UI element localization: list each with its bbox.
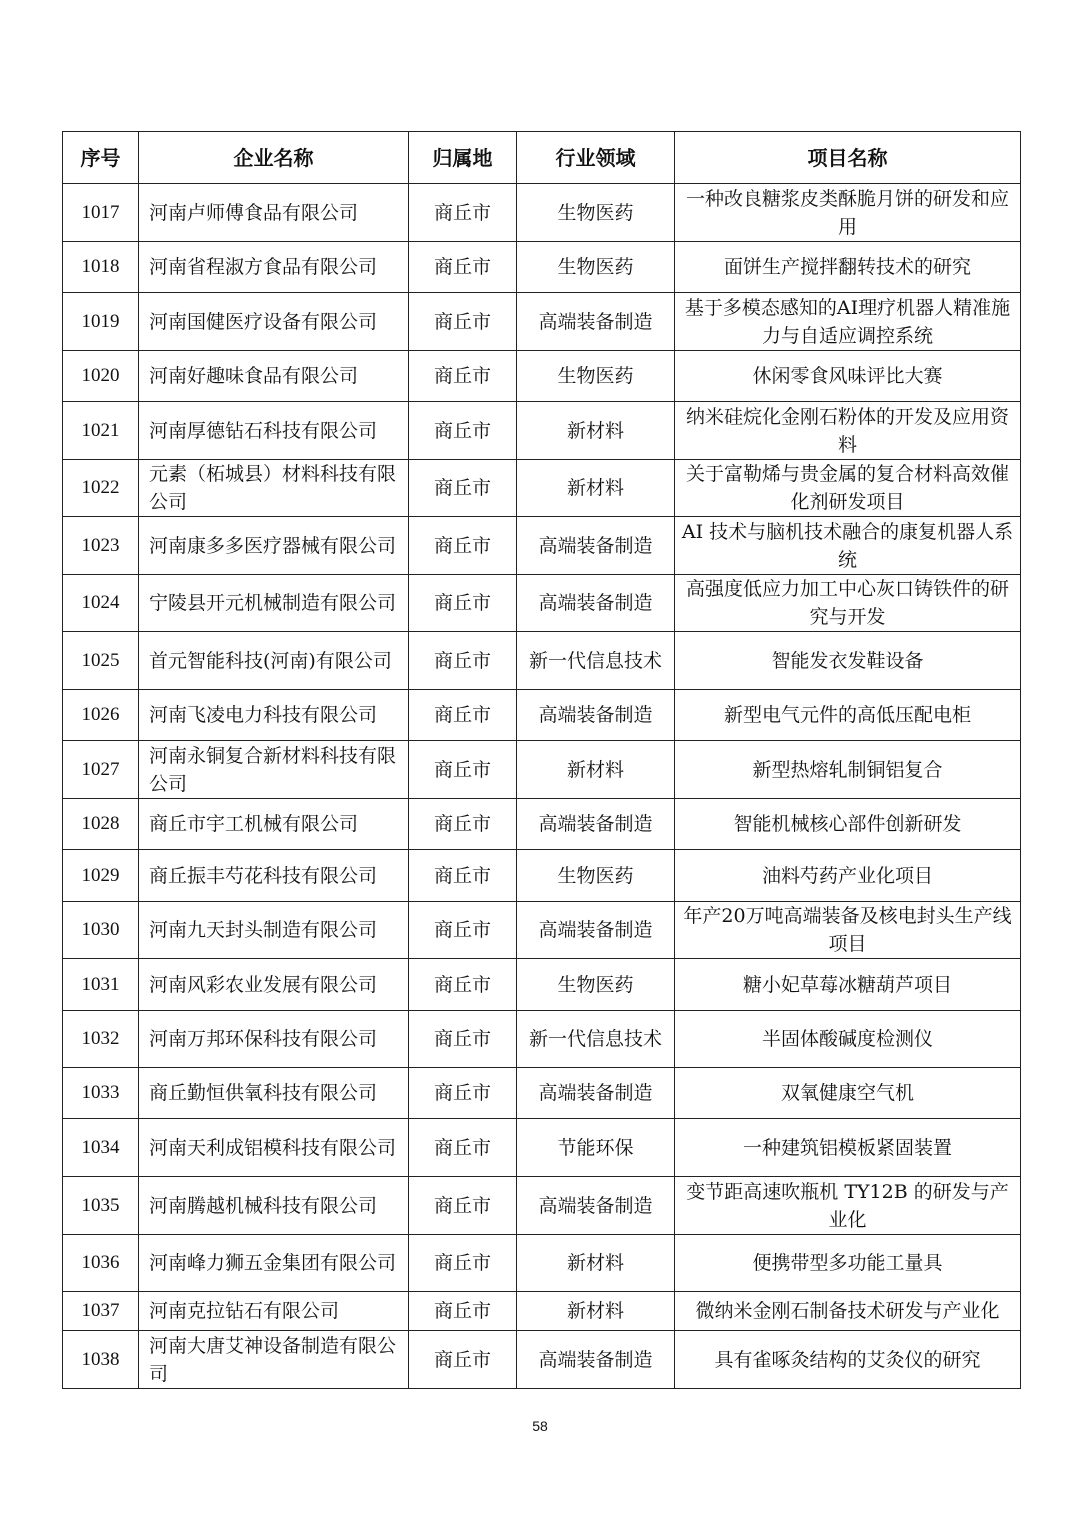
cell-index: 1029: [63, 850, 139, 902]
table-row: [63, 402, 1021, 460]
cell-company: 河南腾越机械科技有限公司: [139, 1177, 409, 1235]
table-row: [63, 184, 1021, 242]
cell-company: 元素（柘城县）材料科技有限公司: [139, 460, 409, 517]
header-industry: 行业领域: [517, 132, 675, 184]
table-row: [63, 1068, 1021, 1119]
cell-industry: 高端装备制造: [517, 517, 675, 575]
cell-location: 商丘市: [409, 517, 517, 575]
cell-company: 河南大唐艾神设备制造有限公司: [139, 1331, 409, 1389]
table-header-row: [63, 132, 1021, 184]
cell-project: 基于多模态感知的AI理疗机器人精准施力与自适应调控系统: [675, 293, 1021, 351]
table-row: [63, 1235, 1021, 1292]
cell-industry: 高端装备制造: [517, 293, 675, 351]
cell-project: 纳米硅烷化金刚石粉体的开发及应用资料: [675, 402, 1021, 460]
cell-company: 河南风彩农业发展有限公司: [139, 959, 409, 1011]
cell-location: 商丘市: [409, 1235, 517, 1292]
cell-company: 河南省程淑方食品有限公司: [139, 242, 409, 293]
cell-industry: 高端装备制造: [517, 575, 675, 632]
cell-company: 河南卢师傅食品有限公司: [139, 184, 409, 242]
cell-company: 河南万邦环保科技有限公司: [139, 1011, 409, 1068]
cell-index: 1035: [63, 1177, 139, 1235]
header-company: 企业名称: [139, 132, 409, 184]
cell-location: 商丘市: [409, 902, 517, 959]
page-number: 58: [532, 1418, 548, 1434]
cell-project: 糖小妃草莓冰糖葫芦项目: [675, 959, 1021, 1011]
table-row: [63, 632, 1021, 690]
cell-industry: 高端装备制造: [517, 690, 675, 741]
table-row: [63, 1177, 1021, 1235]
table-row: [63, 351, 1021, 402]
cell-industry: 高端装备制造: [517, 1177, 675, 1235]
cell-index: 1025: [63, 632, 139, 690]
cell-project: 高强度低应力加工中心灰口铸铁件的研究与开发: [675, 575, 1021, 632]
cell-index: 1019: [63, 293, 139, 351]
cell-project: 变节距高速吹瓶机 TY12B 的研发与产业化: [675, 1177, 1021, 1235]
table-row: [63, 959, 1021, 1011]
cell-location: 商丘市: [409, 1011, 517, 1068]
cell-location: 商丘市: [409, 690, 517, 741]
cell-project: 新型热熔轧制铜铝复合: [675, 741, 1021, 799]
cell-industry: 生物医药: [517, 959, 675, 1011]
cell-location: 商丘市: [409, 1068, 517, 1119]
cell-location: 商丘市: [409, 460, 517, 517]
cell-index: 1031: [63, 959, 139, 1011]
cell-industry: 生物医药: [517, 184, 675, 242]
cell-project: 智能发衣发鞋设备: [675, 632, 1021, 690]
cell-index: 1028: [63, 799, 139, 850]
cell-industry: 新材料: [517, 741, 675, 799]
cell-index: 1020: [63, 351, 139, 402]
cell-location: 商丘市: [409, 1119, 517, 1177]
table-row: [63, 799, 1021, 850]
cell-project: 休闲零食风味评比大赛: [675, 351, 1021, 402]
table-row: [63, 575, 1021, 632]
cell-location: 商丘市: [409, 959, 517, 1011]
header-index: 序号: [63, 132, 139, 184]
cell-index: 1027: [63, 741, 139, 799]
table-row: [63, 517, 1021, 575]
cell-project: 新型电气元件的高低压配电柜: [675, 690, 1021, 741]
table-row: [63, 242, 1021, 293]
cell-location: 商丘市: [409, 351, 517, 402]
cell-index: 1032: [63, 1011, 139, 1068]
table-row: [63, 1011, 1021, 1068]
cell-company: 河南九天封头制造有限公司: [139, 902, 409, 959]
cell-company: 宁陵县开元机械制造有限公司: [139, 575, 409, 632]
cell-industry: 生物医药: [517, 351, 675, 402]
table-row: [63, 850, 1021, 902]
cell-location: 商丘市: [409, 1331, 517, 1389]
cell-index: 1030: [63, 902, 139, 959]
cell-location: 商丘市: [409, 402, 517, 460]
cell-project: 便携带型多功能工量具: [675, 1235, 1021, 1292]
table-row: [63, 741, 1021, 799]
cell-location: 商丘市: [409, 632, 517, 690]
cell-location: 商丘市: [409, 1292, 517, 1331]
table-row: [63, 1119, 1021, 1177]
cell-company: 首元智能科技(河南)有限公司: [139, 632, 409, 690]
cell-industry: 新材料: [517, 460, 675, 517]
cell-company: 商丘勤恒供氧科技有限公司: [139, 1068, 409, 1119]
table-row: [63, 1292, 1021, 1331]
cell-industry: 高端装备制造: [517, 1068, 675, 1119]
cell-industry: 生物医药: [517, 850, 675, 902]
table-row: [63, 460, 1021, 517]
cell-project: 年产20万吨高端装备及核电封头生产线项目: [675, 902, 1021, 959]
cell-industry: 新材料: [517, 1292, 675, 1331]
cell-index: 1037: [63, 1292, 139, 1331]
table-row: [63, 902, 1021, 959]
cell-industry: 高端装备制造: [517, 902, 675, 959]
cell-company: 商丘市宇工机械有限公司: [139, 799, 409, 850]
cell-location: 商丘市: [409, 850, 517, 902]
table-row: [63, 293, 1021, 351]
cell-index: 1023: [63, 517, 139, 575]
cell-company: 商丘振丰芍花科技有限公司: [139, 850, 409, 902]
cell-industry: 新材料: [517, 1235, 675, 1292]
cell-company: 河南永铜复合新材料科技有限公司: [139, 741, 409, 799]
cell-company: 河南厚德钻石科技有限公司: [139, 402, 409, 460]
cell-index: 1022: [63, 460, 139, 517]
cell-index: 1024: [63, 575, 139, 632]
cell-company: 河南天利成铝模科技有限公司: [139, 1119, 409, 1177]
cell-index: 1018: [63, 242, 139, 293]
cell-company: 河南峰力狮五金集团有限公司: [139, 1235, 409, 1292]
header-project: 项目名称: [675, 132, 1021, 184]
cell-project: 微纳米金刚石制备技术研发与产业化: [675, 1292, 1021, 1331]
cell-index: 1033: [63, 1068, 139, 1119]
cell-company: 河南国健医疗设备有限公司: [139, 293, 409, 351]
cell-project: 智能机械核心部件创新研发: [675, 799, 1021, 850]
cell-industry: 生物医药: [517, 242, 675, 293]
cell-location: 商丘市: [409, 1177, 517, 1235]
cell-industry: 新一代信息技术: [517, 1011, 675, 1068]
cell-location: 商丘市: [409, 293, 517, 351]
cell-location: 商丘市: [409, 184, 517, 242]
table-row: [63, 690, 1021, 741]
cell-industry: 节能环保: [517, 1119, 675, 1177]
cell-location: 商丘市: [409, 242, 517, 293]
cell-index: 1017: [63, 184, 139, 242]
cell-company: 河南飞凌电力科技有限公司: [139, 690, 409, 741]
cell-company: 河南克拉钻石有限公司: [139, 1292, 409, 1331]
cell-company: 河南康多多医疗器械有限公司: [139, 517, 409, 575]
header-location: 归属地: [409, 132, 517, 184]
table-row: [63, 1331, 1021, 1389]
cell-index: 1026: [63, 690, 139, 741]
cell-location: 商丘市: [409, 741, 517, 799]
cell-index: 1038: [63, 1331, 139, 1389]
cell-index: 1034: [63, 1119, 139, 1177]
cell-project: 半固体酸碱度检测仪: [675, 1011, 1021, 1068]
cell-index: 1021: [63, 402, 139, 460]
cell-industry: 高端装备制造: [517, 1331, 675, 1389]
cell-project: 一种改良糖浆皮类酥脆月饼的研发和应用: [675, 184, 1021, 242]
cell-project: 面饼生产搅拌翻转技术的研究: [675, 242, 1021, 293]
cell-industry: 新材料: [517, 402, 675, 460]
cell-location: 商丘市: [409, 575, 517, 632]
cell-company: 河南好趣味食品有限公司: [139, 351, 409, 402]
cell-location: 商丘市: [409, 799, 517, 850]
project-table: [62, 131, 1021, 1389]
cell-project: 双氧健康空气机: [675, 1068, 1021, 1119]
cell-index: 1036: [63, 1235, 139, 1292]
cell-industry: 新一代信息技术: [517, 632, 675, 690]
cell-industry: 高端装备制造: [517, 799, 675, 850]
cell-project: 油料芍药产业化项目: [675, 850, 1021, 902]
cell-project: 具有雀啄灸结构的艾灸仪的研究: [675, 1331, 1021, 1389]
cell-project: 关于富勒烯与贵金属的复合材料高效催化剂研发项目: [675, 460, 1021, 517]
cell-project: AI 技术与脑机技术融合的康复机器人系统: [675, 517, 1021, 575]
cell-project: 一种建筑铝模板紧固装置: [675, 1119, 1021, 1177]
